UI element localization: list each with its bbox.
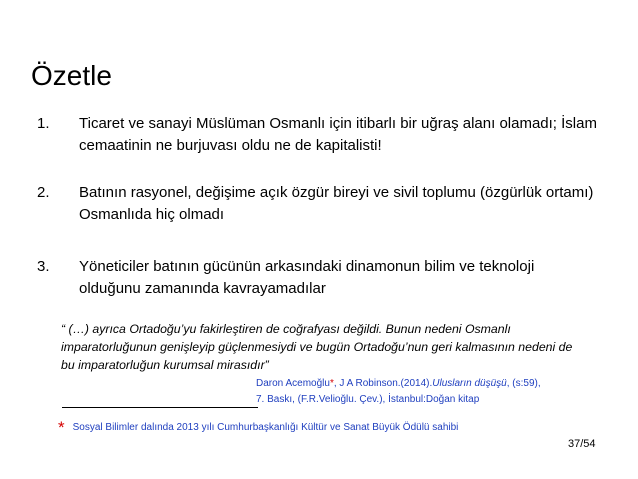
quote-text: “ (…) ayrıca Ortadoğu’yu fakirleştiren de coğrafyası değildi. Bunun nedeni Osmanlı imparatorluğunun genişleyip güçlenmesiydi ve bugün Ortadoğu’nun geri kalmasının nedeni de bu imparatorluğun kurumsal mirasıdır” bbox=[61, 322, 573, 372]
list-item-text: Ticaret ve sanayi Müslüman Osmanlı için itibarlı bir uğraş alanı olamadı; İslam cemaatinin ne burjuvası oldu ne de kapitalisti! bbox=[79, 115, 597, 154]
footnote-text: Sosyal Bilimler dalında 2013 yılı Cumhurbaşkanlığı Kültür ve Sanat Büyük Ödülü sahibi bbox=[72, 422, 459, 433]
footnote-divider bbox=[62, 407, 258, 408]
page-number: 37/54 bbox=[568, 438, 596, 450]
citation-book-title: Ulusların düşüşü bbox=[432, 378, 507, 389]
citation-author: Daron Acemoğlu bbox=[256, 378, 330, 389]
citation-publisher: , J A Robinson.(2014). bbox=[333, 378, 433, 389]
footnote-star: * bbox=[58, 418, 65, 437]
slide-title: Özetle bbox=[31, 60, 112, 91]
footnote bbox=[58, 418, 458, 438]
citation-line-2: 7. Baskı, (F.R.Velioğlu. Çev.), İstanbul:Doğan kitap bbox=[256, 394, 480, 405]
list-item-number: 3. bbox=[37, 258, 50, 275]
citation-line-1 bbox=[256, 376, 541, 392]
list-item-number: 2. bbox=[37, 184, 50, 201]
citation-pages: , (s:59), bbox=[506, 378, 541, 389]
list-item-text: Yöneticiler batının gücünün arkasındaki dinamonun bilim ve teknoloji olduğunu zamanında kavrayamadılar bbox=[79, 258, 535, 297]
list-item-text: Batının rasyonel, değişime açık özgür bireyi ve sivil toplumu (özgürlük ortamı) Osmanlıda hiç olmadı bbox=[79, 184, 594, 223]
list-item-number: 1. bbox=[37, 115, 50, 132]
citation-marker: * bbox=[329, 378, 334, 389]
citation bbox=[256, 376, 541, 408]
